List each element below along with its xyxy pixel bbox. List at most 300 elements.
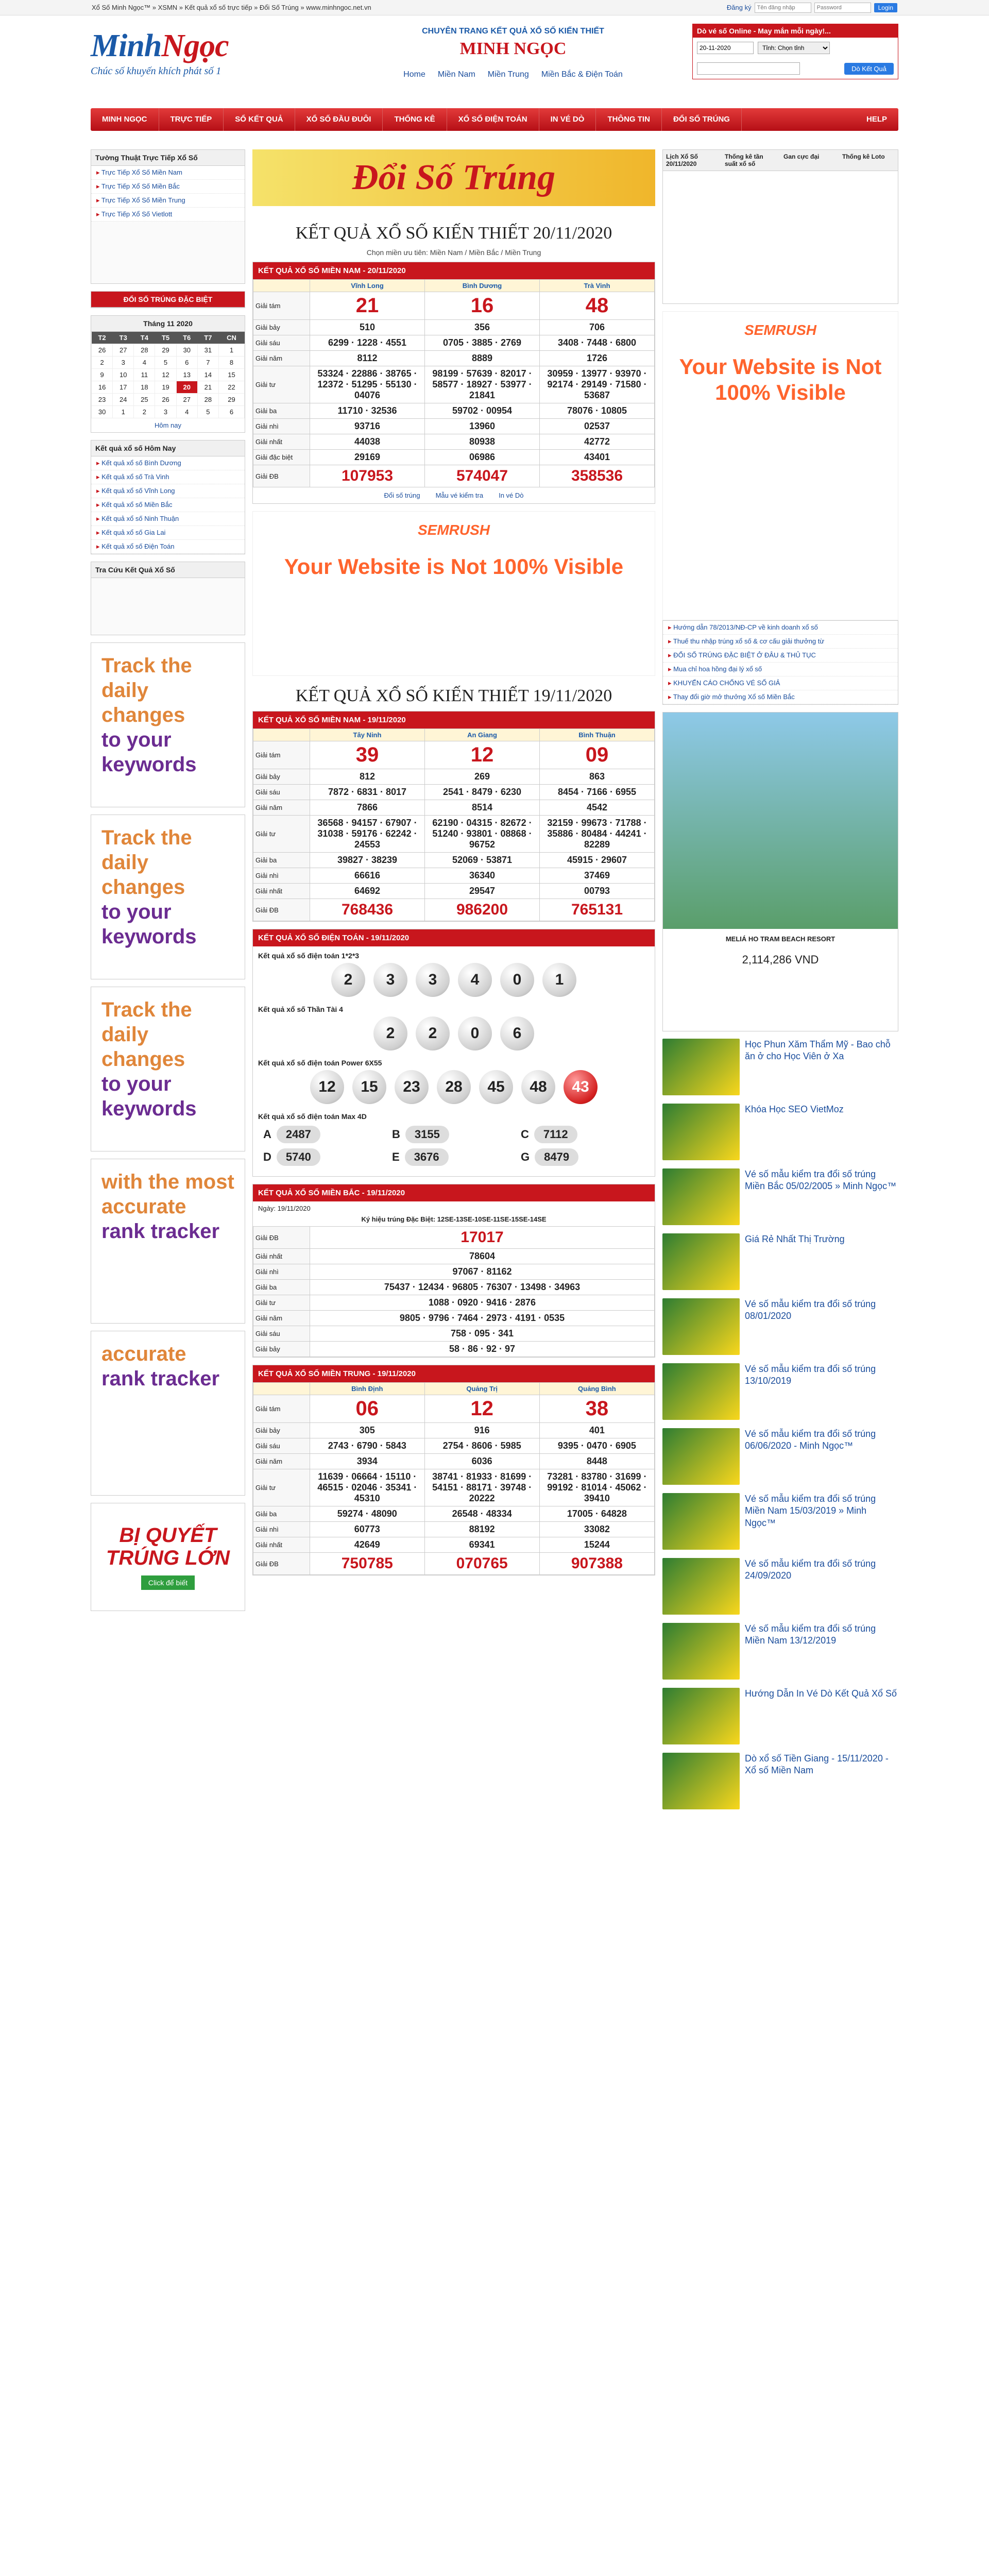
prize-row bbox=[253, 1454, 655, 1469]
keyword-ad-line-a: Track the daily changes bbox=[101, 826, 192, 899]
calendar-day[interactable]: 24 bbox=[113, 394, 134, 406]
slogan: Chúc số khuyến khích phát số 1 bbox=[91, 65, 221, 77]
prize-value: 13960 bbox=[425, 419, 540, 434]
calendar-day[interactable]: 5 bbox=[155, 357, 176, 369]
hotel-price: 2,114,286 VND bbox=[742, 953, 819, 966]
today-result-item[interactable]: ▸ Kết quả xổ số Điện Toán bbox=[91, 540, 245, 554]
result-ball: 6 bbox=[500, 1016, 534, 1050]
dt-4-title: Kết quả xổ số Thần Tài 4 bbox=[258, 1005, 343, 1013]
prize-row bbox=[253, 1506, 655, 1522]
results-mn-2-table bbox=[253, 728, 655, 921]
calendar-day[interactable]: 16 bbox=[92, 381, 113, 394]
prize-row bbox=[253, 1553, 655, 1575]
nav-home[interactable]: MINH NGỌC bbox=[91, 108, 159, 131]
province-name[interactable]: Trà Vinh bbox=[540, 280, 655, 292]
username-input[interactable] bbox=[755, 3, 811, 13]
prize-row bbox=[253, 1227, 655, 1249]
semrush-logo: SEMRUSH bbox=[417, 522, 490, 538]
calendar-day[interactable]: 23 bbox=[92, 394, 113, 406]
calendar-day[interactable]: 11 bbox=[134, 369, 155, 381]
prize-row bbox=[253, 1342, 655, 1357]
prize-value: 916 bbox=[424, 1423, 539, 1438]
prize-value: 0705 · 3885 · 2769 bbox=[425, 335, 540, 351]
results-mn-1-table bbox=[253, 279, 655, 487]
calendar-day[interactable]: 25 bbox=[134, 394, 155, 406]
news-link[interactable]: ▸ Thay đổi giờ mở thưởng Xổ số Miền Bắc bbox=[663, 690, 898, 704]
nav-head-tail[interactable]: XỔ SỐ ĐẦU ĐUÔI bbox=[295, 108, 383, 131]
article-item[interactable] bbox=[662, 1623, 898, 1680]
article-item[interactable] bbox=[662, 1428, 898, 1485]
header-links bbox=[379, 70, 647, 79]
nav-live[interactable]: TRỰC TIẾP bbox=[159, 108, 224, 131]
article-item[interactable] bbox=[662, 1363, 898, 1420]
prize-row bbox=[253, 1522, 655, 1537]
max4d-letter: E bbox=[392, 1150, 400, 1163]
prize-value: 73281 · 83780 · 31699 · 99192 · 81014 · 45062 · 39410 bbox=[539, 1469, 654, 1506]
calendar-day[interactable]: 6 bbox=[218, 406, 244, 418]
calendar-day[interactable]: 14 bbox=[197, 369, 218, 381]
prize-value: 15244 bbox=[539, 1537, 654, 1553]
province-name[interactable]: Bình Thuận bbox=[540, 729, 655, 741]
prize-label: Giải nhì bbox=[253, 868, 310, 884]
keyword-ad[interactable] bbox=[91, 1159, 245, 1324]
right-column bbox=[662, 149, 898, 1818]
header-link-mien-trung[interactable]: Miền Trung bbox=[487, 70, 529, 79]
article-title: Vé số mẫu kiểm tra đổi số trúng Miền Nam 15/03/2019 » Minh Ngọc™ bbox=[745, 1494, 876, 1528]
prize-label: Giải ĐB bbox=[253, 465, 310, 487]
article-title: Vé số mẫu kiểm tra đổi số trúng Miền Bắc 05/02/2005 » Minh Ngọc™ bbox=[745, 1169, 897, 1192]
province-name[interactable]: Tây Ninh bbox=[310, 729, 425, 741]
calendar-day[interactable]: 18 bbox=[134, 381, 155, 394]
calendar-day[interactable]: 8 bbox=[218, 357, 244, 369]
news-link[interactable]: ▸ Mua chỉ hoa hồng đại lý xổ số bbox=[663, 663, 898, 676]
semrush-ad[interactable] bbox=[252, 511, 655, 676]
prize-value: 36568 · 94157 · 67907 · 31038 · 59176 · 62242 · 24553 bbox=[310, 816, 425, 853]
menu-loto[interactable]: Thống kê Loto bbox=[842, 153, 885, 160]
result-ball: 2 bbox=[331, 963, 365, 997]
prize-row bbox=[253, 1311, 655, 1326]
prize-value: 7872 · 6831 · 8017 bbox=[310, 785, 425, 800]
prize-value: 2754 · 8606 · 5985 bbox=[424, 1438, 539, 1454]
article-title: Giá Rẻ Nhất Thị Trường bbox=[745, 1234, 845, 1244]
max4d-letter: D bbox=[263, 1150, 271, 1163]
prize-value: 78604 bbox=[310, 1249, 655, 1264]
news-link[interactable]: ▸ KHUYẾN CÁO CHỐNG VÉ SỐ GIẢ bbox=[663, 676, 898, 690]
prize-label: Giải nhì bbox=[253, 419, 310, 434]
prize-row bbox=[253, 292, 655, 320]
prize-value: 8514 bbox=[425, 800, 540, 816]
prize-row bbox=[253, 450, 655, 465]
header-cell bbox=[253, 280, 310, 292]
prize-value: 12 bbox=[425, 741, 540, 769]
live-item-mn[interactable]: ▸ Trực Tiếp Xổ Số Miền Nam bbox=[91, 166, 245, 180]
header-center bbox=[379, 27, 647, 79]
keyword-ad-text bbox=[91, 1159, 245, 1254]
calendar-day[interactable]: 27 bbox=[176, 394, 197, 406]
nav-results[interactable]: SỔ KẾT QUẢ bbox=[224, 108, 295, 131]
calendar-day[interactable]: 6 bbox=[176, 357, 197, 369]
article-thumbnail bbox=[662, 1233, 740, 1290]
result-ball: 0 bbox=[458, 1016, 492, 1050]
result-ball: 15 bbox=[352, 1070, 386, 1104]
semrush-ad-right[interactable] bbox=[662, 311, 898, 620]
article-title: Hướng Dẫn In Vé Dò Kết Quả Xổ Số bbox=[745, 1688, 897, 1699]
live-title: Tường Thuật Trực Tiếp Xổ Số bbox=[91, 150, 245, 166]
lookup-button[interactable]: Dò Kết Quả bbox=[844, 63, 894, 75]
result-ball: 3 bbox=[373, 963, 407, 997]
menu-schedule[interactable]: Lịch Xổ Số 20/11/2020 bbox=[666, 153, 698, 167]
prize-value: 59274 · 48090 bbox=[310, 1506, 425, 1522]
nav-stats[interactable]: THỐNG KÊ bbox=[383, 108, 447, 131]
prize-value: 12 bbox=[424, 1395, 539, 1423]
header bbox=[91, 18, 898, 105]
prize-value: 812 bbox=[310, 769, 425, 785]
menu-freq[interactable]: Thống kê tần suất xổ số bbox=[725, 153, 763, 167]
prize-value: 17005 · 64828 bbox=[539, 1506, 654, 1522]
keyword-ad[interactable] bbox=[91, 642, 245, 807]
prize-value: 30959 · 13977 · 93970 · 92174 · 29149 · 71580 · 53687 bbox=[540, 366, 655, 403]
today-result-item[interactable]: ▸ Kết quả xổ số Trà Vinh bbox=[91, 470, 245, 484]
article-item[interactable] bbox=[662, 1753, 898, 1809]
prize-row bbox=[253, 366, 655, 403]
prize-value: 97067 · 81162 bbox=[310, 1264, 655, 1280]
bottom-ad[interactable] bbox=[91, 1503, 245, 1611]
calendar-day[interactable]: 17 bbox=[113, 381, 134, 394]
live-item-mt[interactable]: ▸ Trực Tiếp Xổ Số Miền Trung bbox=[91, 194, 245, 208]
prize-row bbox=[253, 785, 655, 800]
calendar-day[interactable]: 5 bbox=[197, 406, 218, 418]
today-result-item[interactable]: ▸ Kết quả xổ số Gia Lai bbox=[91, 526, 245, 540]
article-item[interactable] bbox=[662, 1558, 898, 1615]
prize-value: 758 · 095 · 341 bbox=[310, 1326, 655, 1342]
prize-label: Giải sáu bbox=[253, 785, 310, 800]
prize-label: Giải tám bbox=[253, 292, 310, 320]
calendar-day[interactable]: 7 bbox=[197, 357, 218, 369]
prize-value: 64692 bbox=[310, 884, 425, 899]
prize-row bbox=[253, 800, 655, 816]
semrush-right-text: Your Website is Not 100% Visible bbox=[679, 354, 882, 405]
calendar-day[interactable]: 2 bbox=[134, 406, 155, 418]
prize-row bbox=[253, 419, 655, 434]
prize-value: 6036 bbox=[424, 1454, 539, 1469]
semrush-text: Your Website is Not 100% Visible bbox=[284, 554, 624, 579]
prize-row bbox=[253, 853, 655, 868]
prize-label: Giải tư bbox=[253, 366, 310, 403]
prize-value: 510 bbox=[310, 320, 425, 335]
calendar-day[interactable]: 20 bbox=[176, 381, 197, 394]
keyword-ad[interactable] bbox=[91, 1331, 245, 1496]
calendar-day[interactable]: 3 bbox=[155, 406, 176, 418]
calendar-day[interactable]: 28 bbox=[134, 344, 155, 357]
max4d-letter: B bbox=[392, 1128, 400, 1141]
result-ball: 2 bbox=[416, 1016, 450, 1050]
prize-value: 107953 bbox=[310, 465, 425, 487]
result-ball: 3 bbox=[416, 963, 450, 997]
article-title: Khóa Học SEO VietMoz bbox=[745, 1104, 844, 1114]
calendar-day[interactable]: 27 bbox=[113, 344, 134, 357]
nav-print[interactable]: IN VÉ DÒ bbox=[539, 108, 596, 131]
prize-value: 42649 bbox=[310, 1537, 425, 1553]
results-mn-2-head: KẾT QUẢ XỔ SỐ MIỀN NAM - 19/11/2020 bbox=[253, 711, 655, 728]
article-item[interactable] bbox=[662, 1493, 898, 1550]
header-title: MINH NGỌC bbox=[459, 39, 567, 58]
article-title: Vé số mẫu kiểm tra đổi số trúng 24/09/2020 bbox=[745, 1558, 876, 1581]
calendar-day[interactable]: 12 bbox=[155, 369, 176, 381]
register-link[interactable]: Đăng ký bbox=[726, 4, 752, 11]
max4d-cell bbox=[392, 1126, 516, 1143]
live-item-mb[interactable]: ▸ Trực Tiếp Xổ Số Miền Bắc bbox=[91, 180, 245, 194]
prize-label: Giải ĐB bbox=[253, 899, 310, 921]
header-cell bbox=[253, 1383, 310, 1395]
prize-label: Giải nhì bbox=[253, 1522, 310, 1537]
article-title: Học Phun Xăm Thẩm Mỹ - Bao chỗ ăn ở cho Học Viên ở Xa bbox=[745, 1039, 891, 1062]
prize-value: 8454 · 7166 · 6955 bbox=[540, 785, 655, 800]
calendar-day[interactable]: 30 bbox=[92, 406, 113, 418]
max4d-number: 2487 bbox=[277, 1126, 320, 1143]
max4d-cell bbox=[263, 1126, 387, 1143]
calendar-day[interactable]: 30 bbox=[176, 344, 197, 357]
prize-label: Giải tám bbox=[253, 1395, 310, 1423]
results-mn-2 bbox=[252, 711, 655, 922]
article-title: Vé số mẫu kiểm tra đổi số trúng 13/10/2019 bbox=[745, 1364, 876, 1386]
today-result-item[interactable]: ▸ Kết quả xổ số Miền Bắc bbox=[91, 498, 245, 512]
news-link[interactable]: ▸ Hướng dẫn 78/2013/NĐ-CP về kinh doanh xổ số bbox=[663, 621, 898, 635]
calendar-day[interactable]: 1 bbox=[218, 344, 244, 357]
prize-row bbox=[253, 434, 655, 450]
max4d-number: 8479 bbox=[535, 1148, 578, 1166]
prize-value: 16 bbox=[425, 292, 540, 320]
prize-label: Giải ba bbox=[253, 1280, 310, 1295]
prize-value: 401 bbox=[539, 1423, 654, 1438]
prize-label: Giải ba bbox=[253, 853, 310, 868]
calendar-today[interactable]: Hôm nay bbox=[154, 421, 182, 429]
result-ball: 4 bbox=[458, 963, 492, 997]
prize-row bbox=[253, 1264, 655, 1280]
province-name[interactable]: Bình Dương bbox=[425, 280, 540, 292]
max4d-cell bbox=[521, 1126, 644, 1143]
prize-row bbox=[253, 1295, 655, 1311]
prize-row bbox=[253, 1537, 655, 1553]
calendar-day[interactable]: 31 bbox=[197, 344, 218, 357]
dt-4d-grid bbox=[258, 1121, 650, 1171]
prize-value: 863 bbox=[540, 769, 655, 785]
calendar-day[interactable]: 21 bbox=[197, 381, 218, 394]
article-list bbox=[662, 1039, 898, 1809]
max4d-number: 5740 bbox=[277, 1148, 320, 1166]
live-item-vietlott[interactable]: ▸ Trực Tiếp Xổ Số Vietlott bbox=[91, 208, 245, 222]
nav-help[interactable]: HELP bbox=[866, 115, 887, 124]
today-result-item[interactable]: ▸ Kết quả xổ số Vĩnh Long bbox=[91, 484, 245, 498]
prize-value: 38 bbox=[539, 1395, 654, 1423]
prize-row bbox=[253, 403, 655, 419]
prize-value: 06 bbox=[310, 1395, 425, 1423]
header-link-mien-nam[interactable]: Miền Nam bbox=[437, 70, 475, 79]
results-title-2: KẾT QUẢ XỔ SỐ KIẾN THIẾT 19/11/2020 bbox=[295, 686, 612, 705]
prize-value: 00793 bbox=[540, 884, 655, 899]
prize-row bbox=[253, 335, 655, 351]
prize-row bbox=[253, 1438, 655, 1454]
article-thumbnail bbox=[662, 1168, 740, 1225]
prize-value: 26548 · 48334 bbox=[424, 1506, 539, 1522]
dt-655-title: Kết quả xổ số điện toán Power 6X55 bbox=[258, 1059, 382, 1067]
calendar-day[interactable]: 22 bbox=[218, 381, 244, 394]
prize-value: 17017 bbox=[310, 1227, 655, 1249]
login-button[interactable]: Login bbox=[874, 3, 897, 12]
prize-row bbox=[253, 884, 655, 899]
exchange-banner[interactable]: Đổi Số Trúng bbox=[252, 149, 655, 206]
lookup-province-select[interactable] bbox=[758, 42, 830, 54]
calendar-day[interactable]: 29 bbox=[155, 344, 176, 357]
calendar-day[interactable]: 4 bbox=[134, 357, 155, 369]
article-thumbnail bbox=[662, 1558, 740, 1615]
province-name[interactable]: An Giang bbox=[425, 729, 540, 741]
prize-row bbox=[253, 769, 655, 785]
prize-value: 43401 bbox=[540, 450, 655, 465]
header-link-home[interactable]: Home bbox=[403, 70, 425, 79]
prize-label: Giải bảy bbox=[253, 769, 310, 785]
province-name[interactable]: Quảng Trị bbox=[424, 1383, 539, 1395]
prize-label: Giải nhất bbox=[253, 1249, 310, 1264]
main-nav bbox=[91, 108, 898, 131]
article-item[interactable] bbox=[662, 1233, 898, 1290]
lookup-box-title: Tra Cứu Kết Quả Xổ Số bbox=[91, 562, 245, 578]
prize-value: 78076 · 10805 bbox=[540, 403, 655, 419]
keyword-ad-text bbox=[91, 1331, 245, 1401]
semrush-right-logo: SEMRUSH bbox=[744, 322, 816, 338]
prize-row bbox=[253, 868, 655, 884]
prize-value: 8889 bbox=[425, 351, 540, 366]
calendar-dow: T3 bbox=[113, 332, 134, 344]
calendar-day[interactable]: 3 bbox=[113, 357, 134, 369]
password-input[interactable] bbox=[814, 3, 871, 13]
prize-value: 11710 · 32536 bbox=[310, 403, 425, 419]
calendar-day[interactable]: 28 bbox=[197, 394, 218, 406]
calendar-day[interactable]: 19 bbox=[155, 381, 176, 394]
region-options[interactable]: Chọn miền ưu tiên: Miền Nam / Miền Bắc / Miền Trung bbox=[366, 248, 541, 257]
prize-value: 37469 bbox=[540, 868, 655, 884]
main-column bbox=[252, 149, 655, 1583]
prize-value: 768436 bbox=[310, 899, 425, 921]
action-sample[interactable]: Mẫu vé kiểm tra bbox=[435, 492, 484, 499]
today-result-item[interactable]: ▸ Kết quả xổ số Ninh Thuận bbox=[91, 512, 245, 526]
breadcrumb: Xổ Số Minh Ngọc™ » XSMN » Kết quả xổ số trực tiếp » Đổi Số Trúng » www.minhngoc.net.vn bbox=[92, 4, 371, 11]
prize-row bbox=[253, 465, 655, 487]
article-item[interactable] bbox=[662, 1039, 898, 1095]
max4d-letter: A bbox=[263, 1128, 271, 1141]
calendar-day[interactable]: 4 bbox=[176, 406, 197, 418]
results-mn-1 bbox=[252, 262, 655, 504]
lookup-ticket-input[interactable] bbox=[697, 62, 800, 75]
article-title: Dò xổ số Tiền Giang - 15/11/2020 - Xổ số Miền Nam bbox=[745, 1753, 889, 1776]
result-ball: 43 bbox=[564, 1070, 598, 1104]
calendar-day[interactable]: 15 bbox=[218, 369, 244, 381]
menu-gan[interactable]: Gan cực đại bbox=[783, 153, 820, 160]
today-result-item[interactable]: ▸ Kết quả xổ số Bình Dương bbox=[91, 456, 245, 470]
prize-value: 52069 · 53871 bbox=[425, 853, 540, 868]
results-mt bbox=[252, 1365, 655, 1575]
news-link[interactable]: ▸ ĐỔI SỐ TRÚNG ĐẶC BIỆT Ở ĐÂU & THỦ TỤC bbox=[663, 649, 898, 663]
article-thumbnail bbox=[662, 1298, 740, 1355]
bottom-ad-title: BỊ QUYẾT TRÚNG LỚN bbox=[106, 1524, 230, 1569]
keyword-ad-text bbox=[91, 643, 245, 787]
calendar-day[interactable]: 2 bbox=[92, 357, 113, 369]
result-ball: 12 bbox=[310, 1070, 344, 1104]
login-form bbox=[727, 3, 897, 13]
calendar-day[interactable]: 26 bbox=[92, 344, 113, 357]
prize-value: 305 bbox=[310, 1423, 425, 1438]
nav-exchange[interactable]: ĐỔI SỐ TRÚNG bbox=[662, 108, 742, 131]
province-name[interactable]: Quảng Bình bbox=[539, 1383, 654, 1395]
hotel-ad[interactable] bbox=[662, 712, 898, 1031]
prize-row bbox=[253, 741, 655, 769]
prize-value: 42772 bbox=[540, 434, 655, 450]
prize-value: 69341 bbox=[424, 1537, 539, 1553]
article-title: Vé số mẫu kiểm tra đổi số trúng 06/06/2020 - Minh Ngọc™ bbox=[745, 1429, 876, 1451]
dt-123-title: Kết quả xổ số điện toán 1*2*3 bbox=[258, 952, 360, 960]
max4d-cell bbox=[263, 1148, 387, 1166]
article-item[interactable] bbox=[662, 1168, 898, 1225]
article-item[interactable] bbox=[662, 1688, 898, 1744]
results-mb bbox=[252, 1184, 655, 1358]
article-item[interactable] bbox=[662, 1298, 898, 1355]
article-thumbnail bbox=[662, 1363, 740, 1420]
prize-label: Giải sáu bbox=[253, 335, 310, 351]
prize-row bbox=[253, 816, 655, 853]
bottom-ad-button[interactable]: Click để biết bbox=[141, 1575, 195, 1590]
keyword-ad-line-b: rank tracker bbox=[101, 1367, 220, 1390]
news-link[interactable]: ▸ Thuế thu nhập trúng xổ số & cơ cấu giải thưởng từ bbox=[663, 635, 898, 649]
calendar-day[interactable]: 26 bbox=[155, 394, 176, 406]
action-exchange[interactable]: Đổi số trúng bbox=[384, 492, 420, 499]
header-link-mien-bac[interactable]: Miền Bắc & Điện Toán bbox=[541, 70, 623, 79]
calendar-day[interactable]: 29 bbox=[218, 394, 244, 406]
doi-so-title: ĐỔI SỐ TRÚNG ĐẶC BIỆT bbox=[91, 292, 245, 308]
calendar-day[interactable]: 13 bbox=[176, 369, 197, 381]
site-logo[interactable] bbox=[91, 28, 286, 95]
article-item[interactable] bbox=[662, 1104, 898, 1160]
results-mb-head: KẾT QUẢ XỔ SỐ MIỀN BẮC - 19/11/2020 bbox=[253, 1184, 655, 1201]
prize-value: 9395 · 0470 · 6905 bbox=[539, 1438, 654, 1454]
calendar-day[interactable]: 1 bbox=[113, 406, 134, 418]
article-thumbnail bbox=[662, 1753, 740, 1809]
prize-value: 53324 · 22886 · 38765 · 12372 · 51295 · 55130 · 04076 bbox=[310, 366, 425, 403]
prize-value: 3408 · 7448 · 6800 bbox=[540, 335, 655, 351]
prize-value: 2541 · 8479 · 6230 bbox=[425, 785, 540, 800]
action-print[interactable]: In vé Dò bbox=[499, 492, 524, 499]
prize-label: Giải ba bbox=[253, 403, 310, 419]
prize-value: 356 bbox=[425, 320, 540, 335]
prize-value: 45915 · 29607 bbox=[540, 853, 655, 868]
prize-value: 765131 bbox=[540, 899, 655, 921]
prize-value: 66616 bbox=[310, 868, 425, 884]
province-name[interactable]: Vĩnh Long bbox=[310, 280, 425, 292]
calendar-day[interactable]: 9 bbox=[92, 369, 113, 381]
prize-label: Giải ba bbox=[253, 1506, 310, 1522]
results-mt-head: KẾT QUẢ XỔ SỐ MIỀN TRUNG - 19/11/2020 bbox=[253, 1365, 655, 1382]
province-name[interactable]: Bình Định bbox=[310, 1383, 425, 1395]
prize-row bbox=[253, 1395, 655, 1423]
result-ball: 45 bbox=[479, 1070, 513, 1104]
nav-info[interactable]: THÔNG TIN bbox=[596, 108, 662, 131]
keyword-ad[interactable] bbox=[91, 815, 245, 979]
keyword-ad[interactable] bbox=[91, 987, 245, 1151]
lookup-date-input[interactable] bbox=[697, 42, 754, 54]
keyword-ad-line-a: Track the daily changes bbox=[101, 654, 192, 726]
nav-electronic[interactable]: XỔ SỐ ĐIỆN TOÁN bbox=[447, 108, 539, 131]
prize-value: 3934 bbox=[310, 1454, 425, 1469]
doi-so-box[interactable] bbox=[91, 291, 245, 308]
calendar-day[interactable]: 10 bbox=[113, 369, 134, 381]
